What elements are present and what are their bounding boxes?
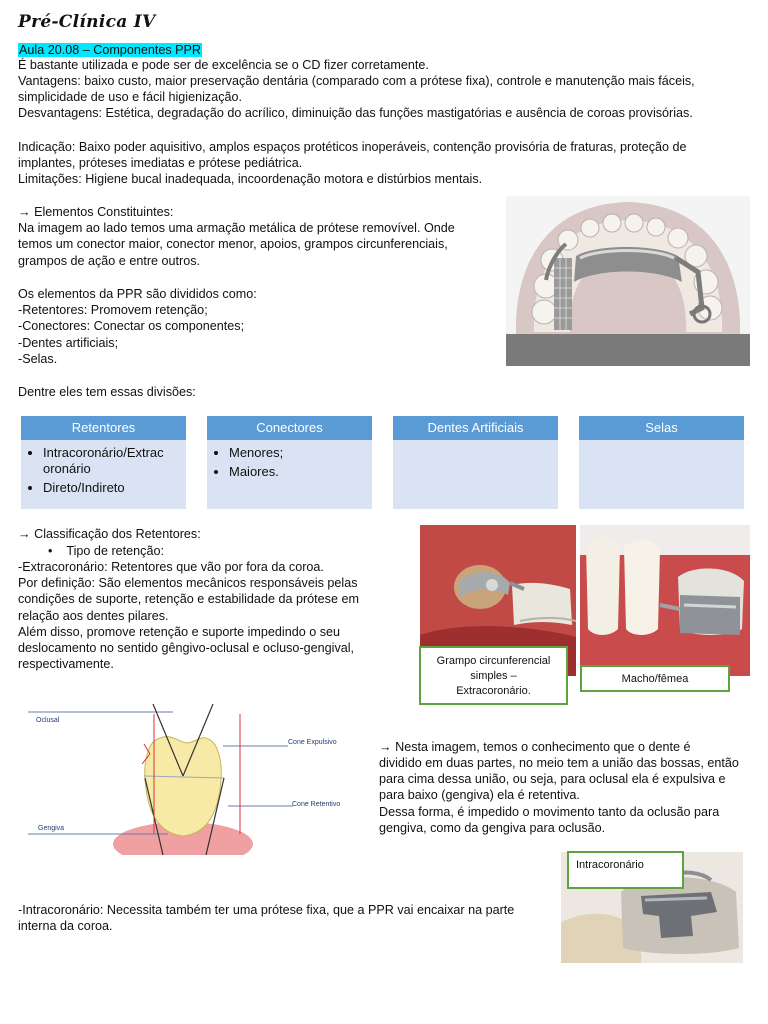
extracoronario-line: -Extracoronário: Retentores que vão por fora da coroa.	[18, 560, 324, 574]
intro-line-2: Vantagens: baixo custo, maior preservação dentária (comparado com a prótese fixa), controle e manutenção mais fáceis,	[18, 74, 695, 88]
nesta-line-4: para baixo (gengiva) ela é retentiva.	[379, 788, 580, 802]
intro-line-3: simplicidade de uso e fácil higienização.	[18, 90, 243, 104]
subtitle-highlight: Aula 20.08 – Componentes PPR	[19, 43, 202, 57]
category-header: Selas	[579, 416, 744, 440]
definicao-line-3: relação aos dentes pilares.	[18, 609, 169, 623]
category-body	[393, 440, 558, 509]
category-header: Retentores	[21, 416, 186, 440]
caption-intracoronario: Intracoronário	[567, 851, 684, 889]
diagram-label-cone-retentivo: Cone Retentivo	[292, 801, 341, 808]
category-dentes-artificiais	[393, 416, 558, 509]
diagram-label-gengiva: Gengiva	[38, 825, 65, 832]
category-retentores	[21, 416, 186, 509]
category-item: • Menores;	[229, 445, 366, 461]
tipo-retencao-bullet	[48, 543, 164, 559]
dentre-text: Dentre eles tem essas divisões:	[18, 385, 196, 399]
category-header: Conectores	[207, 416, 372, 440]
elementos-line-2: temos um conector maior, conector menor, apoios, grampos circunferenciais,	[18, 237, 448, 251]
caption-grampo	[419, 646, 568, 705]
indicacao-line-2: implantes, próteses imediatas e prótese pediátrica.	[18, 156, 303, 170]
category-selas	[579, 416, 744, 509]
alem-line-2: deslocamento no sentido gêngivo-oclusal e ocluso-gengival,	[18, 641, 355, 655]
elementos-line-1: Na imagem ao lado temos uma armação metálica de prótese removível. Onde	[18, 221, 455, 235]
category-header: Dentes Artificiais	[393, 416, 558, 440]
category-body	[21, 440, 186, 509]
intro-line-4: Desvantagens: Estética, degradação do acrílico, diminuição das funções mastigatórias e ausência de coroas provisórias.	[18, 106, 693, 120]
divisoes-item-3: -Dentes artificiais;	[18, 336, 119, 350]
category-item: • Intracoronário/Extrac oronário	[43, 445, 180, 477]
divisoes-heading: Os elementos da PPR são divididos como:	[18, 287, 257, 301]
nesta-line-6: gengiva, como da gengiva para oclusão.	[379, 821, 606, 835]
classificacao-heading: → Classificação dos Retentores:	[18, 527, 201, 541]
intracoronario-line-2: interna da coroa.	[18, 919, 113, 933]
nesta-line-3: para cima dessa união, ou seja, para oclusal ela é expulsiva e	[379, 772, 726, 786]
limitacoes-line: Limitações: Higiene bucal inadequada, incoordenação motora e distúrbios mentais.	[18, 172, 483, 186]
caption-grampo-line: Grampo circunferencial	[436, 655, 551, 667]
category-conectores	[207, 416, 372, 509]
caption-macho-femea: Macho/fêmea	[580, 665, 730, 692]
divisoes-item-1: -Retentores: Promovem retenção;	[18, 303, 208, 317]
category-body	[207, 440, 372, 509]
macho-femea-photo	[580, 525, 750, 676]
alem-line-3: respectivamente.	[18, 657, 114, 671]
ppr-framework-photo	[506, 196, 750, 366]
indicacao-line-1: Indicação: Baixo poder aquisitivo, amplos espaços protéticos inoperáveis, contenção provisória de fraturas, proteção de	[18, 140, 687, 154]
category-item: • Direto/Indireto	[43, 480, 180, 496]
caption-grampo-line: simples –	[470, 670, 517, 682]
category-body	[579, 440, 744, 509]
divisoes-item-4: -Selas.	[18, 352, 58, 366]
caption-grampo-line: Extracoronário.	[456, 685, 531, 697]
diagram-label-oclusal: Oclusal	[36, 717, 60, 724]
bullet-dot: •	[48, 544, 67, 558]
lesson-subtitle	[18, 42, 202, 58]
page-title: Pré-Clínica IV	[18, 12, 156, 32]
definicao-line-1: Por definição: São elementos mecânicos responsáveis pelas	[18, 576, 358, 590]
nesta-line-2: dividido em duas partes, no meio tem a união das bossas, então	[379, 756, 739, 770]
definicao-line-2: condições de suporte, retenção e estabilidade da prótese em	[18, 592, 359, 606]
tipo-retencao-text: Tipo de retenção:	[66, 544, 164, 558]
diagram-label-cone-expulsivo: Cone Expulsivo	[288, 739, 337, 746]
intracoronario-line-1: -Intracoronário: Necessita também ter uma prótese fixa, que a PPR vai encaixar na parte	[18, 903, 515, 917]
alem-line-1: Além disso, promove retenção e suporte impedindo o seu	[18, 625, 341, 639]
divisoes-item-2: -Conectores: Conectar os componentes;	[18, 319, 245, 333]
elementos-line-3: grampos de ação e entre outros.	[18, 254, 201, 268]
category-item: • Maiores.	[229, 464, 366, 480]
intro-line-1: É bastante utilizada e pode ser de excelência se o CD fizer corretamente.	[18, 58, 429, 72]
nesta-line-1: → Nesta imagem, temos o conhecimento que o dente é	[379, 740, 691, 754]
tooth-retention-diagram	[18, 694, 368, 855]
nesta-line-5: Dessa forma, é impedido o movimento tanto da oclusão para	[379, 805, 720, 819]
elementos-heading: → Elementos Constituintes:	[18, 205, 174, 219]
